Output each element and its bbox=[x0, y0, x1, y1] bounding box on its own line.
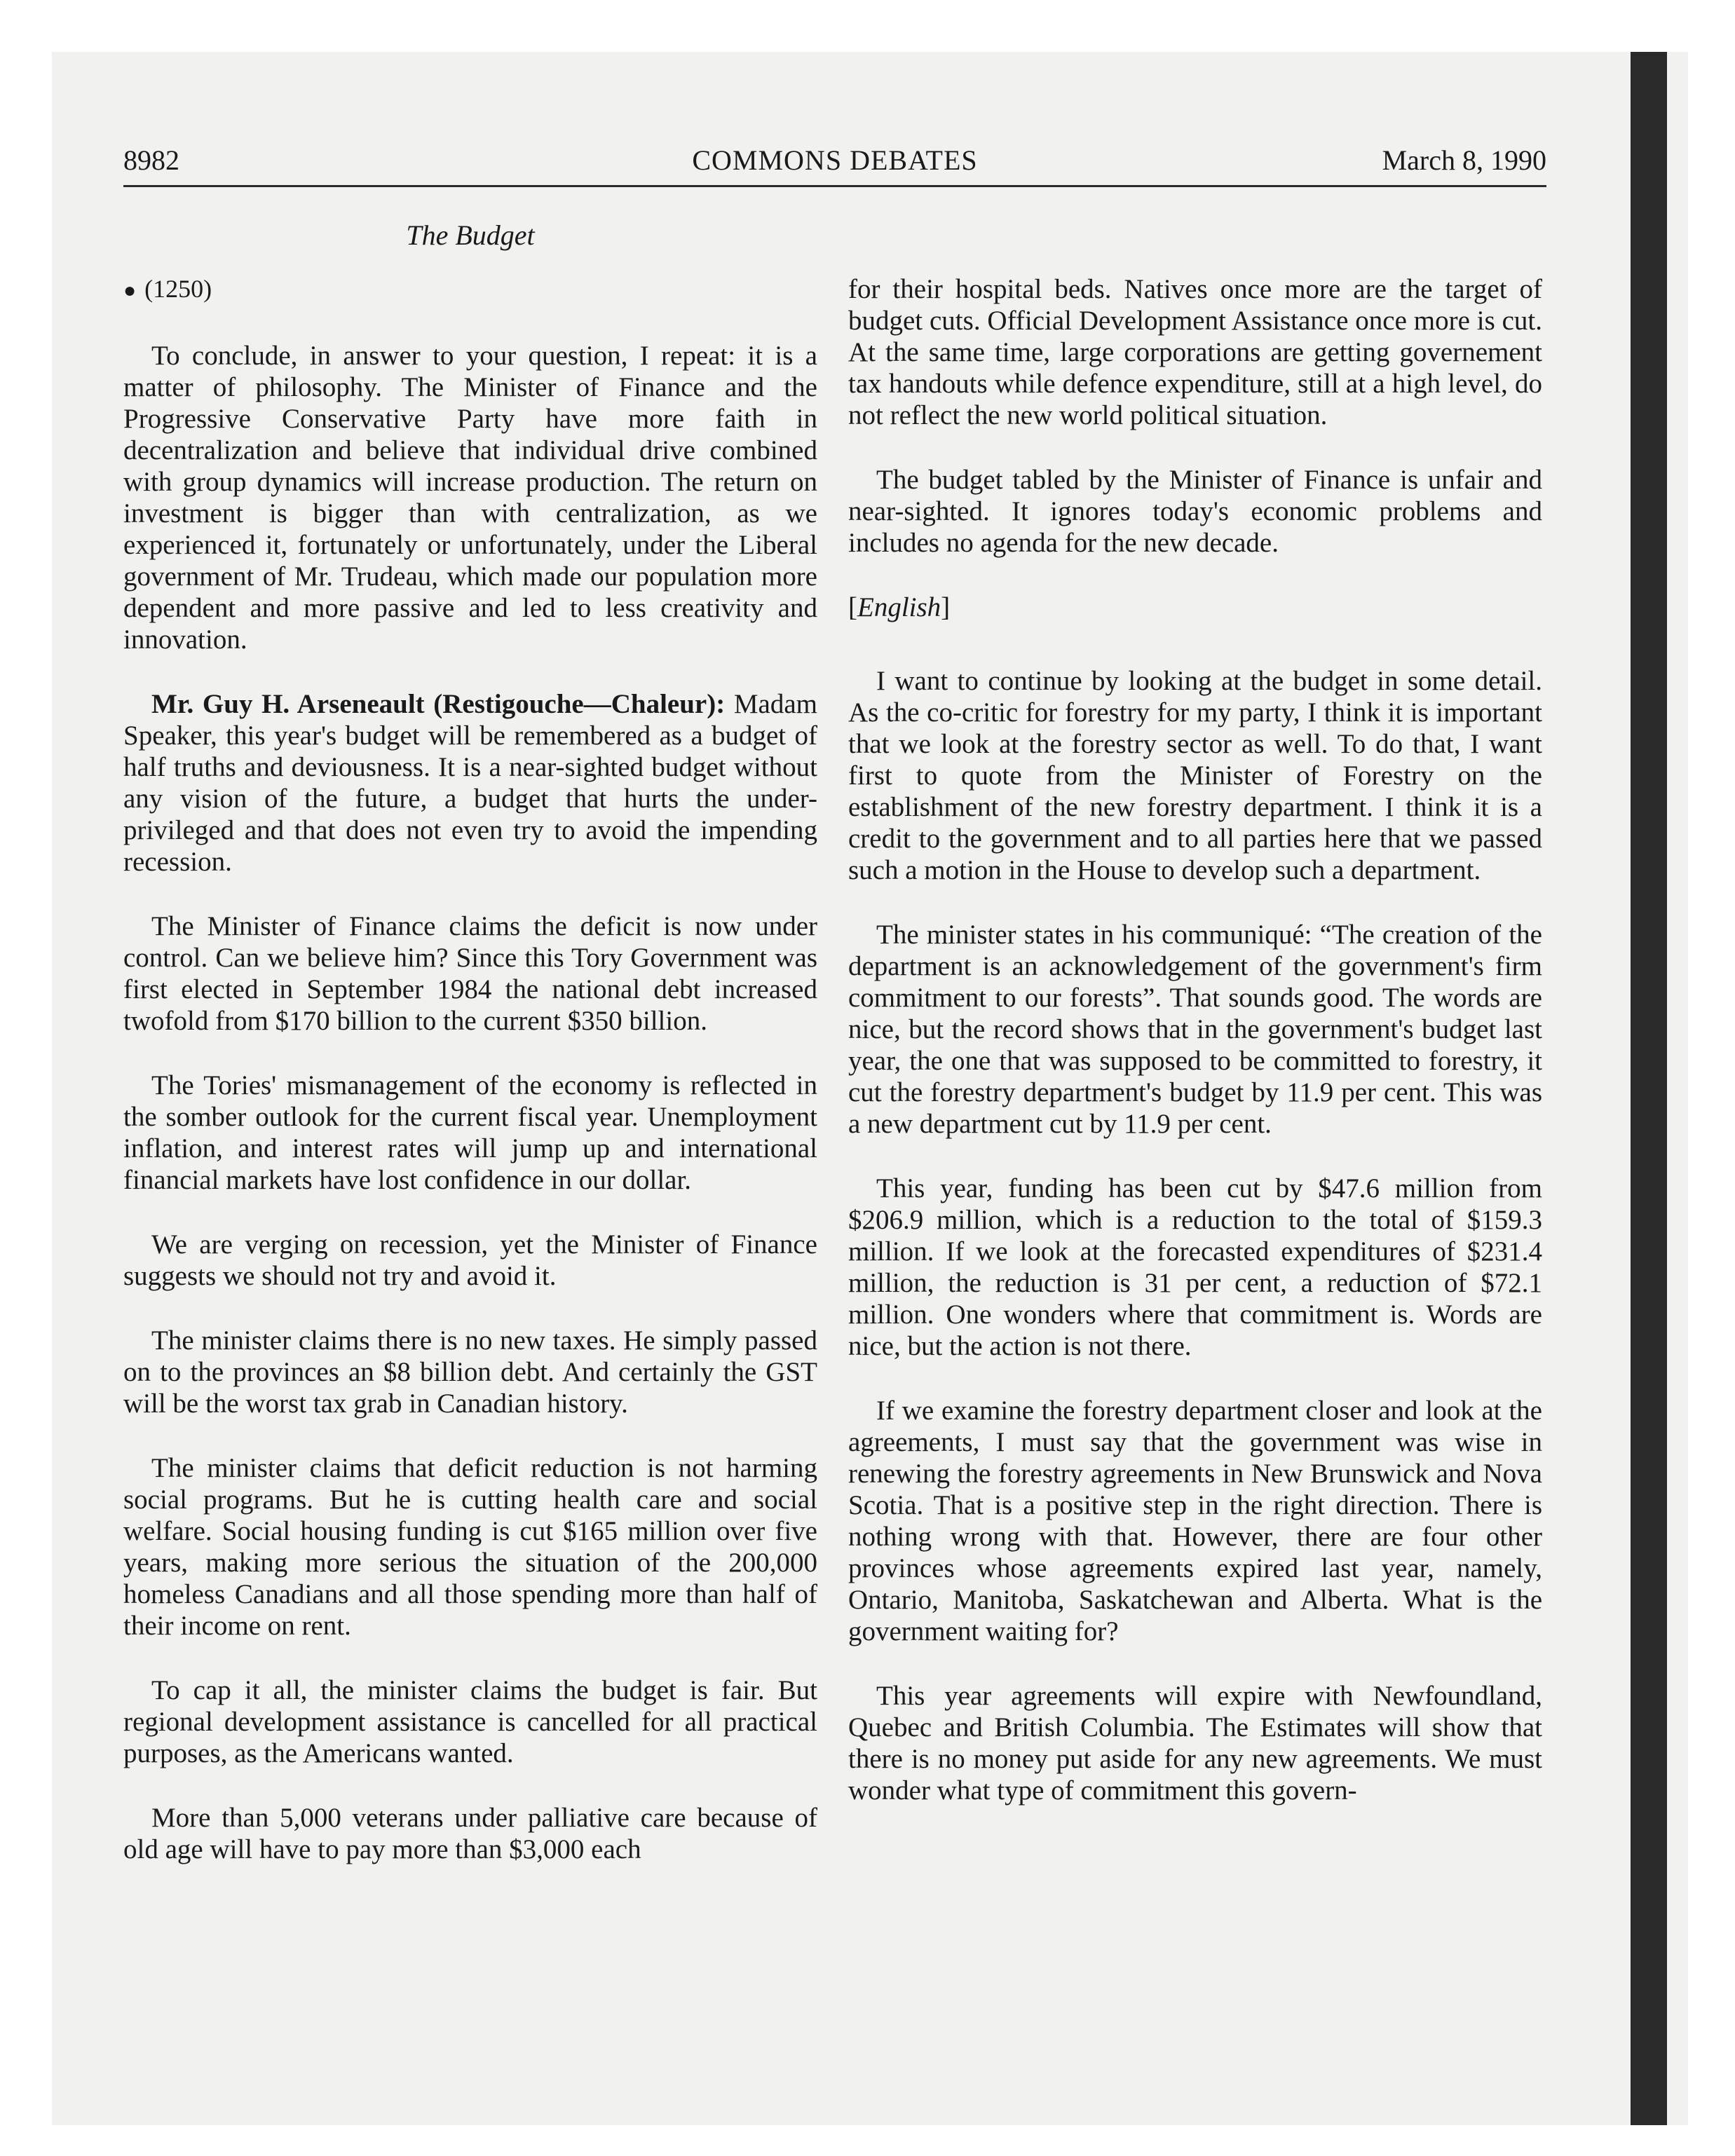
paragraph: To conclude, in answer to your question, I repeat: it is a matter of philosophy. The Minister of Finance and the Progressive Conservative Party have more faith in decentralization and believe that individual drive combined with group dynamics will increase production. The return on investment is bigger than with centralization, as we experienced it, fortunately or unfortunately, under the Liberal government of Mr. Trudeau, which made our population more dependent and more passive and led to less creativity and innovation. bbox=[123, 341, 817, 655]
language-label: English bbox=[857, 592, 941, 622]
language-bracket-open: [ bbox=[848, 592, 857, 622]
language-bracket-close: ] bbox=[941, 592, 951, 622]
paragraph: The budget tabled by the Minister of Finance is unfair and near-sighted. It ignores today's economic problems and includes no agenda for the new decade. bbox=[848, 465, 1542, 558]
paragraph: This year, funding has been cut by $47.6 million from $206.9 million, which is a reduction to the total of $159.3 million. If we look at the forecasted expenditures of $231.4 million, the reduction is 31 per cent, a reduction of $72.1 million. One wonders where that commitment is. Words are nice, but the action is not there. bbox=[848, 1173, 1542, 1361]
paragraph: for their hospital beds. Natives once more are the target of budget cuts. Official Development Assistance once more is cut. At the same time, large corporations are getting governement tax handouts while defence expenditure, still at a high level, do not reflect the new world political situation. bbox=[848, 274, 1542, 430]
paragraph: We are verging on recession, yet the Minister of Finance suggests we should not try and avoid it. bbox=[123, 1229, 817, 1291]
paragraph: The minister states in his communiqué: “The creation of the department is an acknowledgement of the government's firm commitment to our forests”. That sounds good. The words are nice, but the record shows that in the government's budget last year, the one that was supposed to be committed to forestry, it cut the forestry department's budget by 11.9 per cent. This was a new department cut by 11.9 per cent. bbox=[848, 920, 1542, 1139]
speaker-text: Madam Speaker, this year's budget will be remembered as a budget of half truths and deviousness. It is a near-sighted budget without any vision of the future, a budget that hurts the under-privileged and that does not even try to avoid the impending recession. bbox=[123, 689, 817, 877]
language-marker bbox=[848, 592, 1542, 623]
running-header bbox=[123, 144, 1546, 186]
page-number: 8982 bbox=[123, 144, 179, 176]
bullet-icon: ● bbox=[123, 279, 137, 302]
paragraph: The minister claims that deficit reduction is not harming social programs. But he is cutting health care and social welfare. Social housing funding is cut $165 million over five years, making more serious the situation of the 200,000 homeless Canadians and all those spending more than half of their income on rent. bbox=[123, 1453, 817, 1641]
paragraph: The Tories' mismanagement of the economy is reflected in the somber outlook for the current fiscal year. Unemployment inflation, and interest rates will jump up and international financial markets have lost confidence in our dollar. bbox=[123, 1070, 817, 1195]
paragraph: I want to continue by looking at the budget in some detail. As the co-critic for forestry for my party, I think it is important that we look at the forestry sector as well. To do that, I want first to quote from the Minister of Forestry on the establishment of the new forestry department. I think it is a credit to the government and to all parties here that we passed such a motion in the House to develop such a department. bbox=[848, 666, 1542, 885]
publication-title: COMMONS DEBATES bbox=[692, 144, 978, 176]
paragraph: If we examine the forestry department closer and look at the agreements, I must say that the government was wise in renewing the forestry agreements in New Brunswick and Nova Scotia. That is a positive step in the right direction. There is nothing wrong with that. However, there are four other provinces whose agreements expired last year, namely, Ontario, Manitoba, Saskatchewan and Alberta. What is the government waiting for? bbox=[848, 1396, 1542, 1646]
speaker-paragraph bbox=[123, 688, 817, 878]
time-marker-text: (1250) bbox=[144, 275, 212, 303]
page-spine-shadow bbox=[1631, 52, 1667, 2125]
header-date: March 8, 1990 bbox=[1382, 144, 1546, 176]
paragraph: The minister claims there is no new taxes. He simply passed on to the provinces an $8 billion debt. And certainly the GST will be the worst tax grab in Canadian history. bbox=[123, 1325, 817, 1419]
paragraph: To cap it all, the minister claims the budget is fair. But regional development assistance is cancelled for all practical purposes, as the Americans wanted. bbox=[123, 1675, 817, 1768]
header-rule bbox=[123, 185, 1546, 187]
paragraph: More than 5,000 veterans under palliative care because of old age will have to pay more than $3,000 each bbox=[123, 1803, 817, 1864]
section-title: The Budget bbox=[406, 219, 535, 251]
paragraph: This year agreements will expire with Newfoundland, Quebec and British Columbia. The Estimates will show that there is no money put aside for any new agreements. We must wonder what type of commitment this govern- bbox=[848, 1681, 1542, 1806]
speaker-name: Mr. Guy H. Arseneault (Restigouche—Chaleur): bbox=[151, 689, 726, 719]
paragraph: The Minister of Finance claims the deficit is now under control. Can we believe him? Since this Tory Government was first elected in September 1984 the national debt increased twofold from $170 billion to the current $350 billion. bbox=[123, 911, 817, 1036]
right-column bbox=[848, 273, 1542, 1806]
left-column bbox=[123, 273, 817, 1865]
time-marker bbox=[123, 273, 817, 306]
